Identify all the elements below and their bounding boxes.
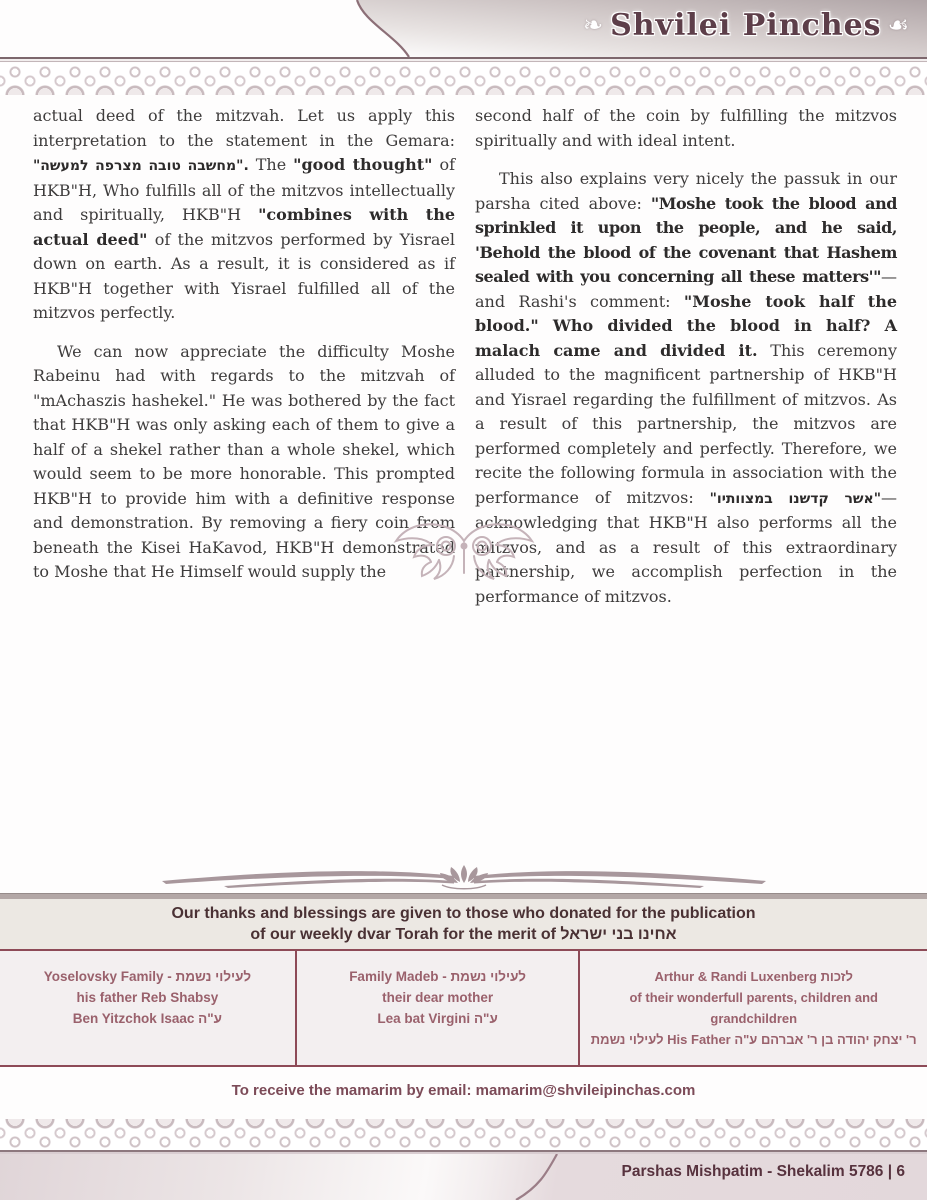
fan-divider-ornament	[154, 864, 774, 896]
dedication-cell-luxenberg	[578, 951, 927, 1065]
dedication-line: Arthur & Randi Luxenberg לזכות	[654, 969, 853, 984]
thanks-line-2: of our weekly dvar Torah for the merit of אחינו בני ישראל	[250, 926, 677, 943]
thanks-heading	[0, 899, 927, 949]
paragraph: We can now appreciate the difficulty Moshe Rabeinu had with regards to the mitzvah of "mAchaszis hashekel." He was bothered by the fact that HKB"H was only asking each of them to give a half of a shekel rather than a whole shekel, which would seem to be more honorable. This prompted HKB"H to provide him with a definitive response and demonstration. By removing a fiery coin from beneath the Kisei HaKavod, HKB"H demonstrated to Moshe that He Himself would supply the	[33, 341, 455, 581]
paragraph: actual deed of the mitzvah. Let us apply this interpretation to the statement in the Gemara: "מחשבה טובה מצרפה למעשה". The "good thought" of HKB"H, Who fulfills all of the mitzvos intellectually and spiritually, HKB"H "combines with the actual deed" of the mitzvos performed by Yisrael down on earth. As a result, it is considered as if HKB"H together with Yisrael fulfilled all of the mitzvos perfectly.	[33, 106, 456, 322]
dedication-line: Ben Yitzchok Isaac ע"ה	[72, 1011, 222, 1026]
dedication-line: their dear mother	[382, 990, 494, 1005]
dedication-line: לעילוי נשמת His Father ר' יצחק יהודה בן ר' אברהם ע"ה	[590, 1032, 917, 1047]
email-note: To receive the mamarim by email: mamarim@shvileipinchas.com	[231, 1082, 696, 1099]
dedication-line: his father Reb Shabsy	[76, 990, 219, 1005]
dedication-cell-madeb	[295, 951, 579, 1065]
thanks-line-1: Our thanks and blessings are given to those who donated for the publication	[171, 905, 756, 922]
floral-swirl-right-icon: ☙	[887, 11, 911, 39]
floral-swirl-left-icon: ❧	[583, 11, 605, 39]
lace-border-bottom	[0, 1119, 927, 1151]
dedication-line: Lea bat Virgini ע"ה	[377, 1011, 498, 1026]
footer-band	[0, 1154, 927, 1200]
header-band	[0, 0, 927, 57]
publication-title: Shvilei Pinches	[610, 8, 882, 43]
paragraph: second half of the coin by fulfilling the mitzvos spiritually and with ideal intent.	[475, 106, 897, 150]
thanks-banner	[0, 893, 927, 1067]
dedication-row	[0, 949, 927, 1067]
paragraph: This also explains very nicely the passuk in our parsha cited above: "Moshe took the blood and sprinkled it upon the people, and he said, 'Behold the blood of the covenant that Hashem sealed with you concerning all these matters'"—and Rashi's comment: "Moshe took half the blood." Who divided the blood in half? A malach came and divided it. This ceremony alluded to the magnificent partnership of HKB"H and Yisrael regarding the fulfillment of mitzvos. As a result of this partnership, the mitzvos are performed completely and perfectly. Therefore, we recite the following formula in association with the performance of mitzvos: "אשר קדשנו במצוותיו"—acknowledging that HKB"H also performs all the mitzvos, and as a result of this extraordinary partnership, we accomplish perfection in the performance of mitzvos.	[475, 169, 898, 606]
dedication-line: of their wonderfull parents, children and grandchildren	[629, 990, 878, 1026]
dedication-line: Yoselovsky Family - לעילוי נשמת	[43, 969, 252, 984]
wing-flourish-ornament	[389, 515, 539, 589]
dedication-line: Family Madeb - לעילוי נשמת	[349, 969, 527, 984]
lace-border-top	[0, 63, 927, 95]
footer-page-info: Parshas Mishpatim - Shekalim 5786 | 6	[621, 1163, 905, 1180]
page-title	[577, 8, 913, 43]
dedication-cell-yoselovsky	[0, 951, 295, 1065]
